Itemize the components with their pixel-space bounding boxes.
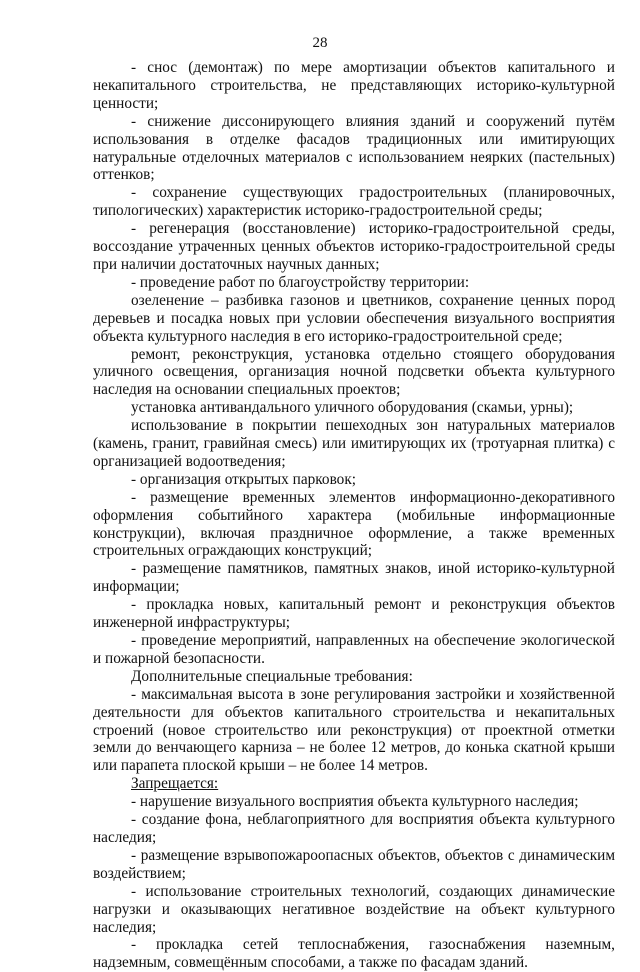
paragraph-greening: озеленение – разбивка газонов и цветников, сохранение ценных пород деревьев и посадка новых при условии обеспечения визуального восприятия объекта культурного наследия в его историко-градостроительной среде; [93, 291, 615, 345]
list-item-unfavorable-background: - создание фона, неблагоприятного для восприятия объекта культурного наследия; [93, 811, 615, 846]
list-item-monuments: - размещение памятников, памятных знаков, иной историко-культурной информации; [93, 560, 615, 596]
list-item-visual-perception: - нарушение визуального восприятия объекта культурного наследия; [131, 793, 579, 811]
document-body [93, 59, 615, 972]
list-item-infrastructure: - прокладка новых, капитальный ремонт и реконструкция объектов инженерной инфраструктуры; [93, 596, 615, 632]
list-item-safety-measures: - проведение мероприятий, направленных на обеспечение экологической и пожарной безопасности. [93, 632, 615, 667]
list-item-temporary-elements: - размещение временных элементов информационно-декоративного оформления событийного характера (мобильные информационные конструкции), включая праздничное оформление, а также временных строительных ограждающих конструкций; [93, 488, 615, 560]
page-number: 28 [312, 35, 328, 51]
paragraph-lighting: ремонт, реконструкция, установка отдельно стоящего оборудования уличного освещения, организация ночной подсветки объекта культурного наследия на основании специальных проектов; [93, 345, 615, 399]
list-item-preservation: - сохранение существующих градостроительных (планировочных, типологических) характеристик историко-градостроительной среды; [93, 184, 615, 220]
list-item-open-parking: - организация открытых парковок; [131, 470, 357, 488]
list-item-utility-networks: - прокладка сетей теплоснабжения, газоснабжения наземным, надземным, совмещённым способами, а также по фасадам зданий. [93, 936, 615, 972]
list-item-demolition: - снос (демонтаж) по мере амортизации объектов капитального и некапитального строительства, не представляющих историко-культурной ценности; [93, 59, 615, 112]
list-item-max-height: - максимальная высота в зоне регулирования застройки и хозяйственной деятельности для объектов капитального строительства и некапитальных строений (новое строительство или реконструкция) от проектной отметки земли до венчающего карниза – не более 12 метров, до конька скатной крыши или парапета плоской крыши – не более 14 метров. [93, 685, 615, 775]
list-item-construction-technologies: - использование строительных технологий, создающих динамические нагрузки и оказывающих негативное воздействие на объект культурного наследия; [93, 882, 615, 936]
section-heading-prohibited [93, 775, 615, 793]
list-item-landscaping-works: - проведение работ по благоустройству территории: [131, 273, 470, 291]
paragraph-street-furniture: установка антивандального уличного оборудования (скамьи, урны); [131, 399, 574, 417]
paragraph-pavement-materials: использование в покрытии пешеходных зон натуральных материалов (камень, гранит, гравийная смесь) или имитирующих их (тротуарная плитка) с организацией водоотведения; [93, 417, 615, 470]
section-heading-additional-requirements: Дополнительные специальные требования: [131, 667, 413, 685]
prohibited-heading-text: Запрещается: [131, 775, 219, 793]
list-item-dissonance-reduction: - снижение диссонирующего влияния зданий и сооружений путём использования в отделке фасадов традиционных или имитирующих натуральные отделочных материалов с использованием неярких (пастельных) оттенков; [93, 112, 615, 184]
list-item-regeneration: - регенерация (восстановление) историко-градостроительной среды, воссоздание утраченных ценных объектов историко-градостроительной среды при наличии достаточных научных данных; [93, 220, 615, 273]
list-item-hazardous-objects: - размещение взрывопожароопасных объектов, объектов с динамическим воздействием; [93, 846, 615, 882]
